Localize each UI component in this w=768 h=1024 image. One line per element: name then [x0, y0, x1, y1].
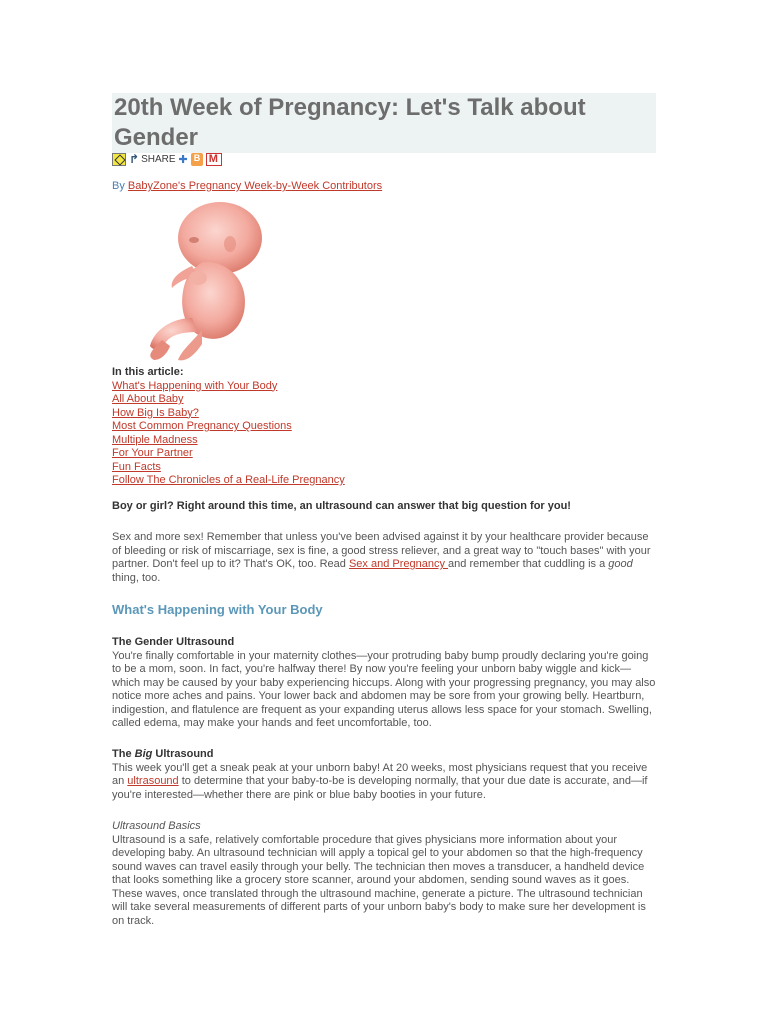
- ultrasound-basics-block: [112, 820, 656, 928]
- subheading-ultrasound-basics: Ultrasound Basics: [112, 820, 201, 832]
- big-ultrasound-block: [112, 748, 656, 802]
- gender-ultrasound-text: You're finally comfortable in your maternity clothes—your protruding baby bump proudly declaring you're going to be a mom, soon. In fact, you're halfway there! By now you're feeling your unborn baby wiggle and kick—which may be caused by your baby experiencing hiccups. Along with your progressing pregnancy, you may also notice more aches and pains. Your lower back and abdomen may be sore from your growing belly. Heartburn, indigestion, and flatulence are frequent as your expanding uterus allows less space for your stomach. Swelling, called edema, may make your hands and feet uncomfortable, too.: [112, 649, 656, 729]
- intro-text: Sex and more sex! Remember that unless you've been advised against it by your healthcare provider because of bleeding or risk of miscarriage, sex is fine, a good stress reliever, and a great way to "touch bases" with your partner. Don't feel up to it? That's OK, too. Read: [112, 531, 651, 570]
- share-arrow-icon: ↱: [129, 152, 140, 166]
- title-box: [112, 93, 656, 153]
- gender-ultrasound-block: [112, 636, 656, 731]
- ultrasound-link[interactable]: ultrasound: [127, 775, 179, 787]
- section-heading: What's Happening with Your Body: [112, 602, 323, 617]
- subheading-text: The: [112, 748, 135, 760]
- toc-link[interactable]: For Your Partner: [112, 447, 193, 459]
- lead-sentence: Boy or girl? Right around this time, an ultrasound can answer that big question for you!: [112, 500, 571, 512]
- toc-link[interactable]: How Big Is Baby?: [112, 406, 199, 419]
- toc-link[interactable]: What's Happening with Your Body: [112, 379, 278, 392]
- intro-text: and remember that cuddling is a: [448, 558, 609, 570]
- ultrasound-basics-text: Ultrasound is a safe, relatively comfortable procedure that gives physicians more information about your developing baby. An ultrasound technician will apply a topical gel to your abdomen so that the high-frequency sound waves can travel easily through your belly. The technician then moves a transducer, a handheld device that looks something like a grocery store scanner, around your abdomen, sending sound waves as it goes. These waves, once translated through the ultrasound machine, generate a picture. The ultrasound technician will take several measurements of different parts of your unborn baby's body to make sure her development is on track.: [112, 833, 646, 927]
- byline: [112, 180, 382, 192]
- table-of-contents: [112, 366, 345, 488]
- emphasis: Big: [134, 748, 153, 760]
- byline-prefix: By: [112, 180, 128, 192]
- toc-link[interactable]: All About Baby: [112, 393, 184, 405]
- page-title: 20th Week of Pregnancy: Let's Talk about Gender: [114, 94, 586, 151]
- gmail-icon[interactable]: [206, 153, 222, 166]
- big-ultrasound-text: [112, 762, 656, 803]
- toc-link[interactable]: Multiple Madness: [112, 433, 198, 446]
- blogger-icon[interactable]: [191, 153, 203, 166]
- sex-and-pregnancy-link[interactable]: Sex and Pregnancy: [348, 558, 449, 570]
- share-toolbar: [112, 152, 222, 166]
- print-icon[interactable]: [112, 153, 126, 166]
- body-text: to determine that your baby-to-be is developing normally, that your due date is accurate, and—if you're interested—whether there are pink or blue baby booties in your future.: [112, 775, 648, 801]
- intro-text: thing, too.: [112, 571, 161, 584]
- subheading-text: Ultrasound: [152, 748, 214, 760]
- share-label: SHARE: [141, 153, 176, 165]
- subheading-gender-ultrasound: The Gender Ultrasound: [112, 636, 235, 648]
- buzz-icon[interactable]: ✚: [178, 153, 188, 166]
- toc-link[interactable]: Follow The Chronicles of a Real-Life Pregnancy: [112, 474, 345, 486]
- toc-heading: In this article:: [112, 366, 184, 378]
- body-text: This week you'll get a sneak peak at your unborn baby! At 20 weeks, most physicians request that you receive an: [112, 761, 648, 787]
- toc-link[interactable]: Most Common Pregnancy Questions: [112, 420, 292, 432]
- article: [112, 93, 656, 927]
- share-button[interactable]: [129, 152, 176, 166]
- byline-author-link[interactable]: BabyZone's Pregnancy Week-by-Week Contributors: [127, 180, 383, 192]
- fetus-illustration: [132, 200, 272, 362]
- intro-paragraph: [112, 531, 656, 585]
- subheading-big-ultrasound: [112, 748, 656, 762]
- emphasis: good: [608, 558, 633, 570]
- toc-link[interactable]: Fun Facts: [112, 460, 161, 473]
